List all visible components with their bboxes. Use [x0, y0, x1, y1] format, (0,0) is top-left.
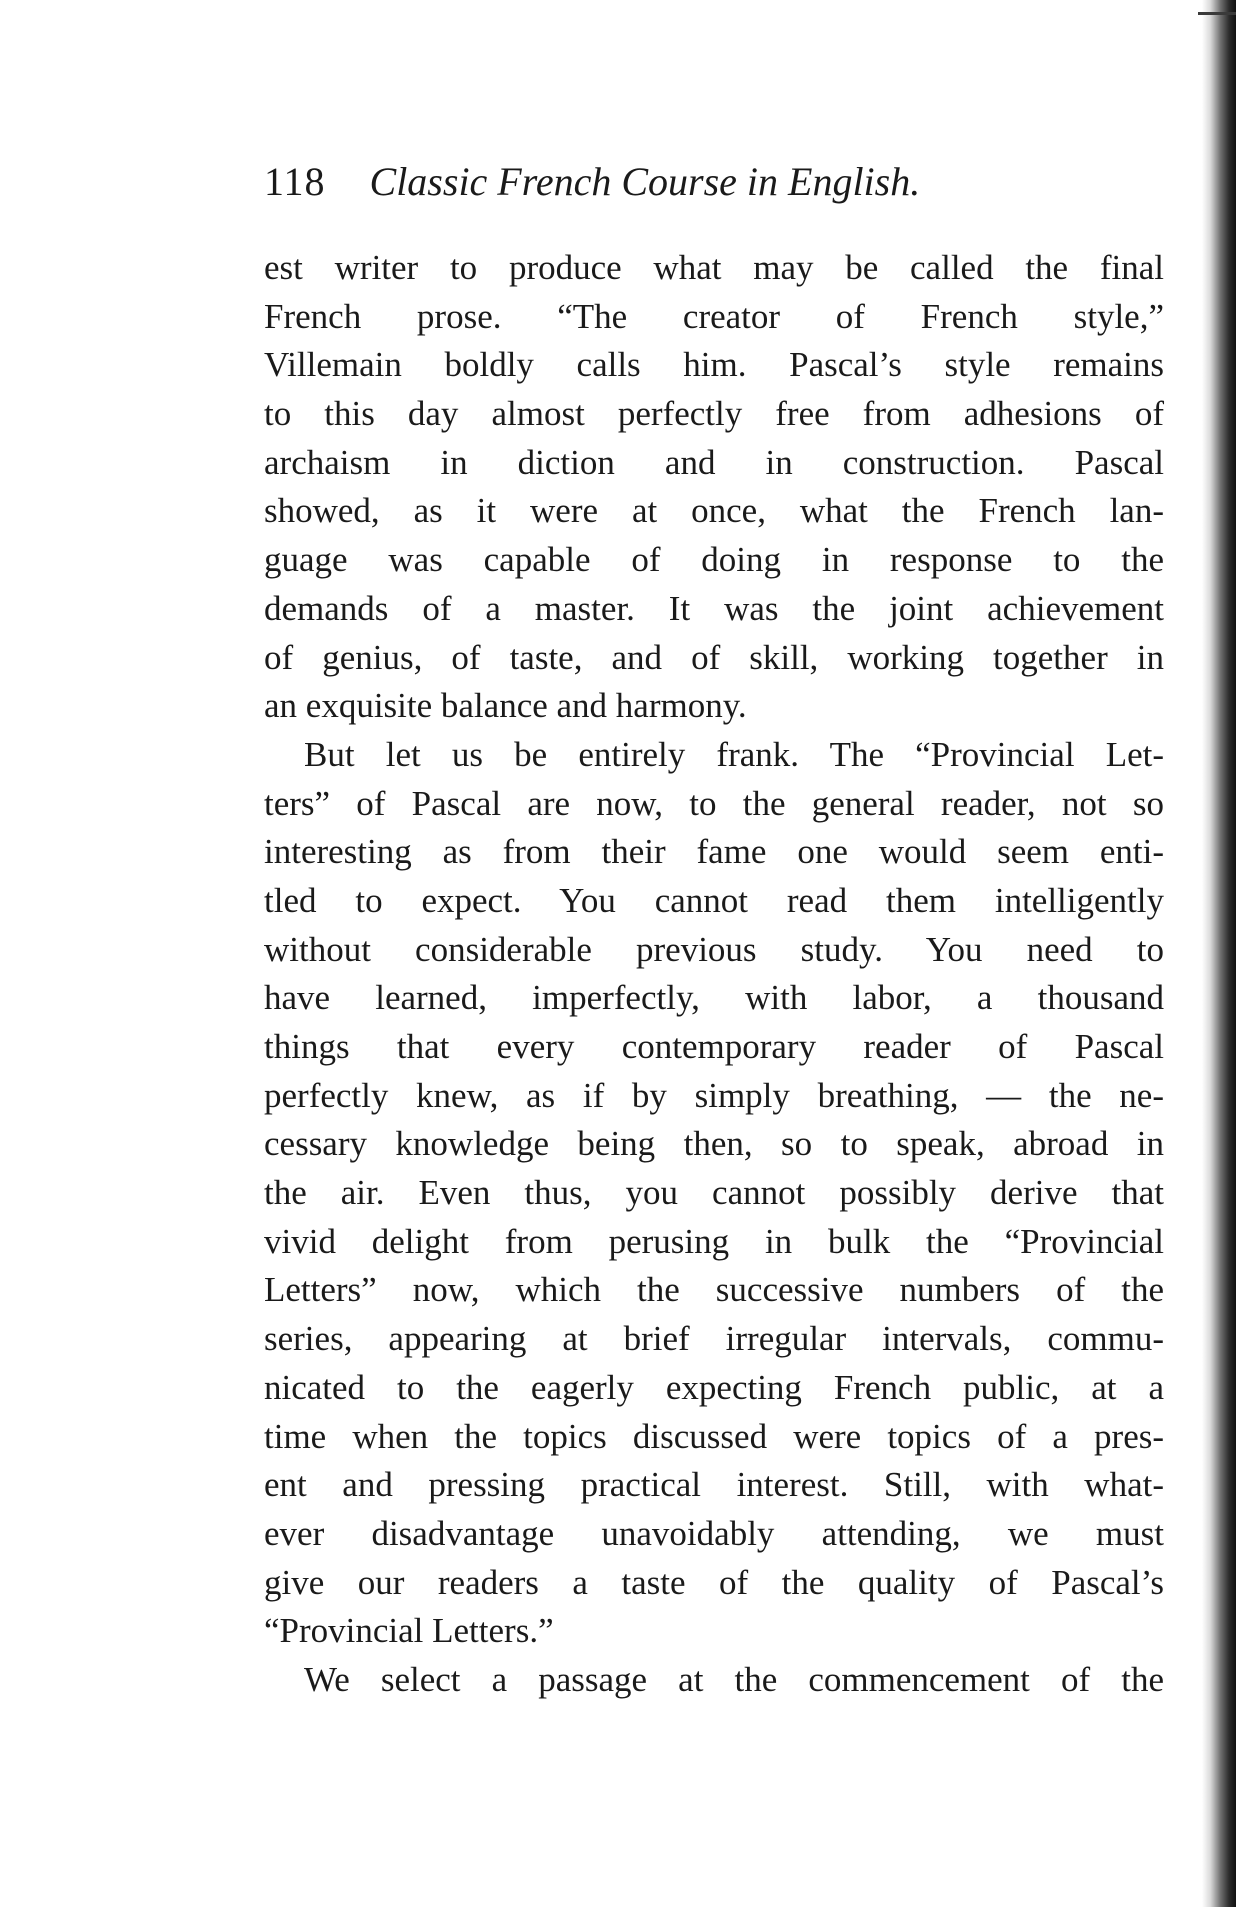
text-line: ever disadvantage unavoidably attending, we must — [264, 1513, 1164, 1553]
text-line: ters” of Pascal are now, to the general reader, not so — [264, 783, 1164, 823]
paragraph-1 — [264, 244, 1164, 731]
text-line: give our readers a taste of the quality of Pascal’s — [264, 1562, 1164, 1602]
text-line: est writer to produce what may be called the final — [264, 248, 1164, 287]
text-line: the air. Even thus, you cannot possibly derive that — [264, 1173, 1164, 1213]
body-text — [264, 244, 1164, 1705]
text-line: things that every contemporary reader of Pascal — [264, 1027, 1164, 1066]
page-edge-shadow — [1202, 0, 1236, 1907]
text-line: demands of a master. It was the joint achievement — [264, 588, 1164, 628]
text-line: perfectly knew, as if by simply breathing, — the ne- — [264, 1075, 1164, 1115]
text-line: ent and pressing practical interest. Still, with what- — [264, 1465, 1164, 1505]
text-line: of genius, of taste, and of skill, working together in — [264, 637, 1164, 677]
paragraph-3 — [264, 1656, 1164, 1705]
text-line: to this day almost perfectly free from adhesions of — [264, 394, 1164, 434]
running-header — [264, 158, 920, 206]
text-line: “Provincial Letters.” — [264, 1611, 554, 1651]
paragraph-2 — [264, 731, 1164, 1656]
text-line: We select a passage at the commencement of the — [304, 1659, 1164, 1699]
text-line: interesting as from their fame one would seem enti- — [264, 832, 1164, 872]
text-line: tled to expect. You cannot read them intelligently — [264, 880, 1164, 920]
running-title: Classic French Course in English. — [369, 159, 921, 204]
text-line: series, appearing at brief irregular intervals, commu- — [264, 1319, 1164, 1359]
page-edge-mark — [1198, 12, 1236, 15]
text-line: without considerable previous study. You need to — [264, 929, 1164, 969]
text-line: vivid delight from perusing in bulk the “Provincial — [264, 1221, 1164, 1261]
text-line: an exquisite balance and harmony. — [264, 686, 747, 726]
text-line: But let us be entirely frank. The “Provincial Let- — [304, 734, 1164, 774]
text-line: showed, as it were at once, what the French lan- — [264, 491, 1164, 531]
text-line: cessary knowledge being then, so to speak, abroad in — [264, 1124, 1164, 1164]
text-line: Villemain boldly calls him. Pascal’s style remains — [264, 345, 1164, 385]
text-line: guage was capable of doing in response to the — [264, 540, 1164, 580]
text-line: archaism in diction and in construction. Pascal — [264, 442, 1164, 482]
page-number: 118 — [264, 159, 326, 204]
text-line: nicated to the eagerly expecting French public, at a — [264, 1367, 1164, 1407]
text-line: time when the topics discussed were topics of a pres- — [264, 1416, 1164, 1456]
text-line: Letters” now, which the successive numbers of the — [264, 1270, 1164, 1310]
text-line: have learned, imperfectly, with labor, a thousand — [264, 978, 1164, 1018]
text-line: French prose. “The creator of French style,” — [264, 296, 1164, 336]
